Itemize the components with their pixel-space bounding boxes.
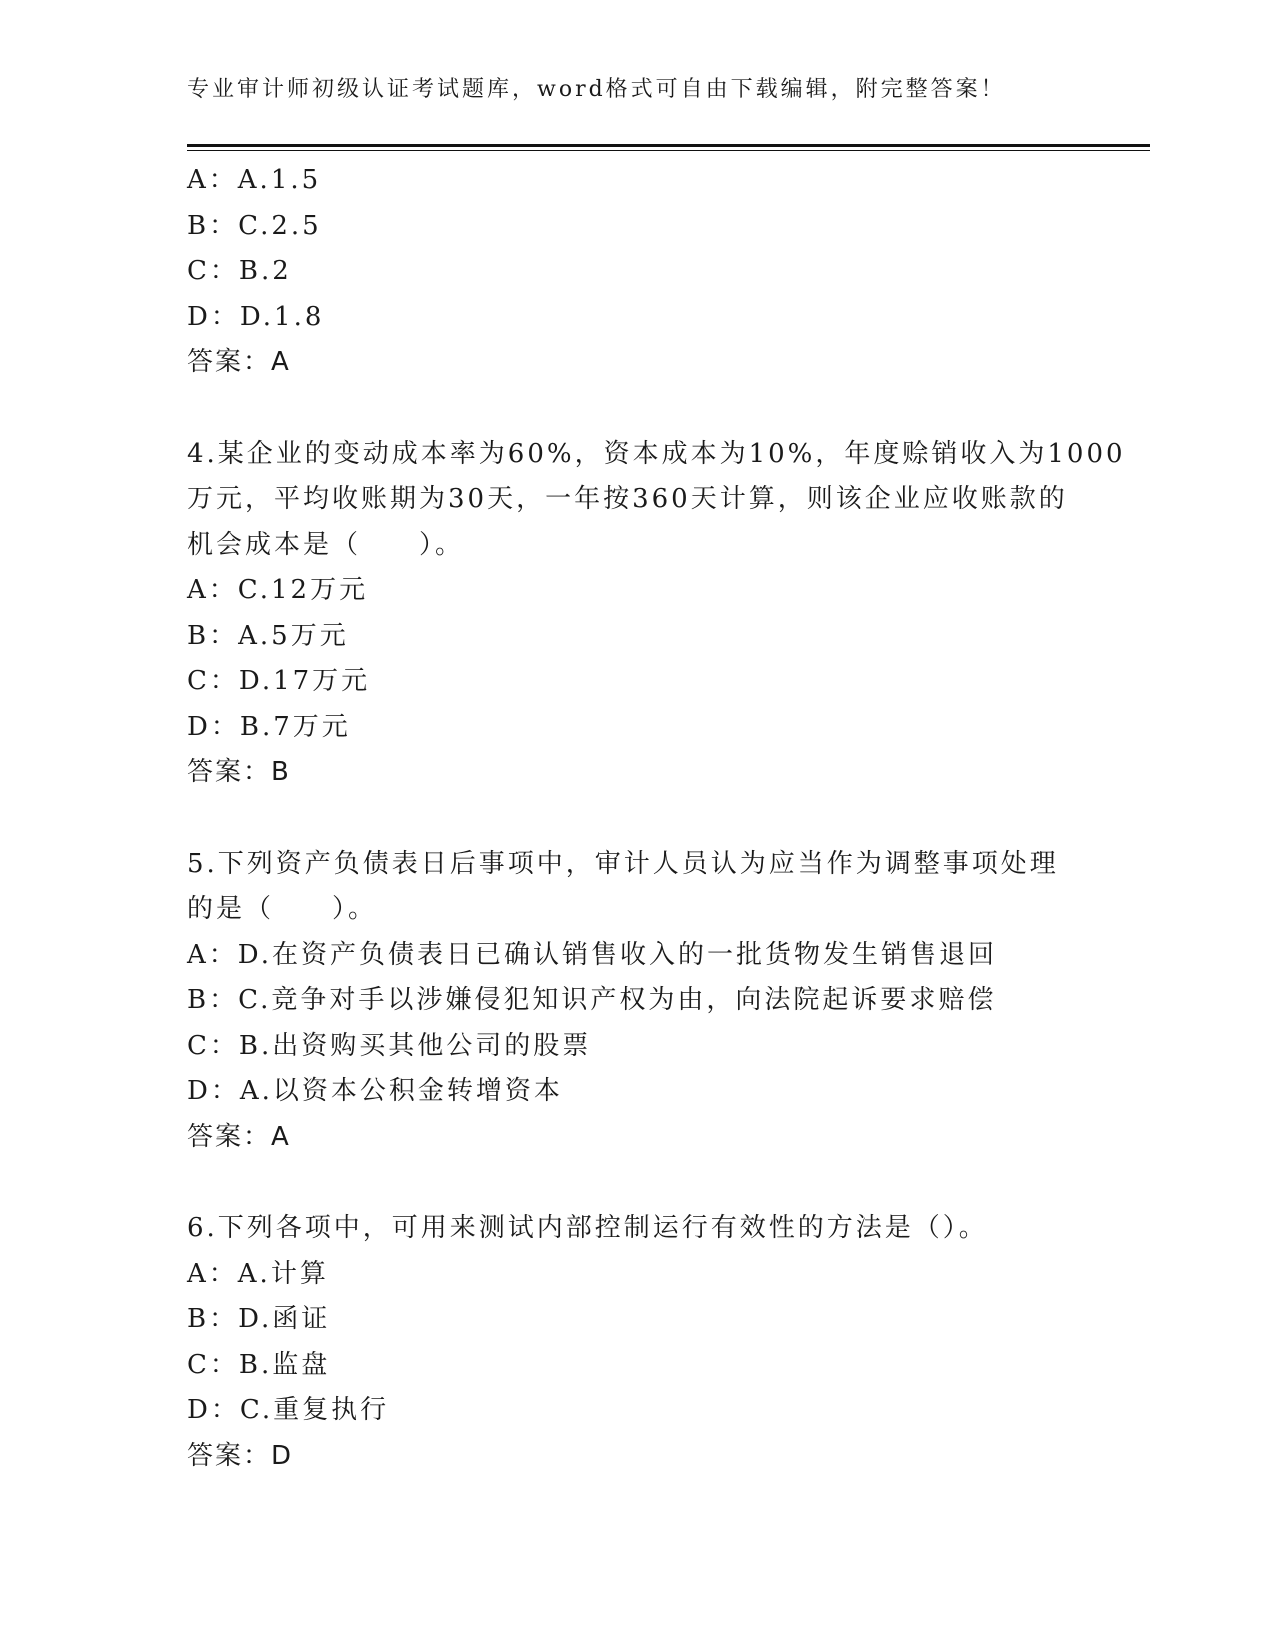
option-a: A：A.1.5 — [187, 165, 322, 195]
question-6 — [187, 1206, 1087, 1479]
option-d: D：A.以资本公积金转增资本 — [187, 1076, 563, 1106]
question-list — [187, 158, 1126, 1479]
option-c: C：B.出资购买其他公司的股票 — [187, 1030, 592, 1061]
option-b: B：D.函证 — [187, 1304, 331, 1334]
option-b: B：A.5万元 — [187, 620, 349, 651]
option-d: D：D.1.8 — [187, 301, 325, 332]
option-d: D：C.重复执行 — [187, 1395, 390, 1425]
question-5 — [187, 842, 1087, 1161]
answer: 答案：B — [187, 757, 291, 787]
option-a: A：A.计算 — [187, 1258, 329, 1289]
question-stem-line: 6.下列各项中，可用来测试内部控制运行有效性的方法是（）。 — [187, 1213, 988, 1243]
header-rule-thin — [187, 150, 1150, 151]
option-d: D：B.7万元 — [187, 711, 351, 742]
answer: 答案：D — [187, 1440, 294, 1471]
option-a: A：C.12万元 — [187, 575, 369, 605]
option-b: B：C.竞争对手以涉嫌侵犯知识产权为由，向法院起诉要求赔偿 — [187, 985, 997, 1015]
option-a: A：D.在资产负债表日已确认销售收入的一批货物发生销售退回 — [187, 939, 997, 970]
answer: 答案：A — [187, 1121, 291, 1152]
option-b: B：C.2.5 — [187, 210, 322, 241]
question-stem-line: 4.某企业的变动成本率为60%，资本成本为10%，年度赊销收入为1000 — [187, 438, 1126, 469]
answer: 答案：A — [187, 347, 291, 377]
document-header: 专业审计师初级认证考试题库，word格式可自由下载编辑，附完整答案！ — [187, 77, 1006, 102]
question-stem-line: 5.下列资产负债表日后事项中，审计人员认为应当作为调整事项处理 — [187, 848, 1059, 879]
header-rule-thick — [187, 144, 1150, 147]
question-4 — [187, 432, 1126, 796]
question-stem-line: 的是（ ）。 — [187, 894, 378, 924]
option-c: C：B.2 — [187, 256, 292, 286]
question-stem-line: 机会成本是（ ）。 — [187, 529, 465, 560]
question-stem-line: 万元，平均收账期为30天，一年按360天计算，则该企业应收账款的 — [187, 484, 1068, 514]
question-3 — [187, 158, 1087, 386]
option-c: C：B.监盘 — [187, 1349, 331, 1380]
option-c: C：D.17万元 — [187, 666, 371, 696]
